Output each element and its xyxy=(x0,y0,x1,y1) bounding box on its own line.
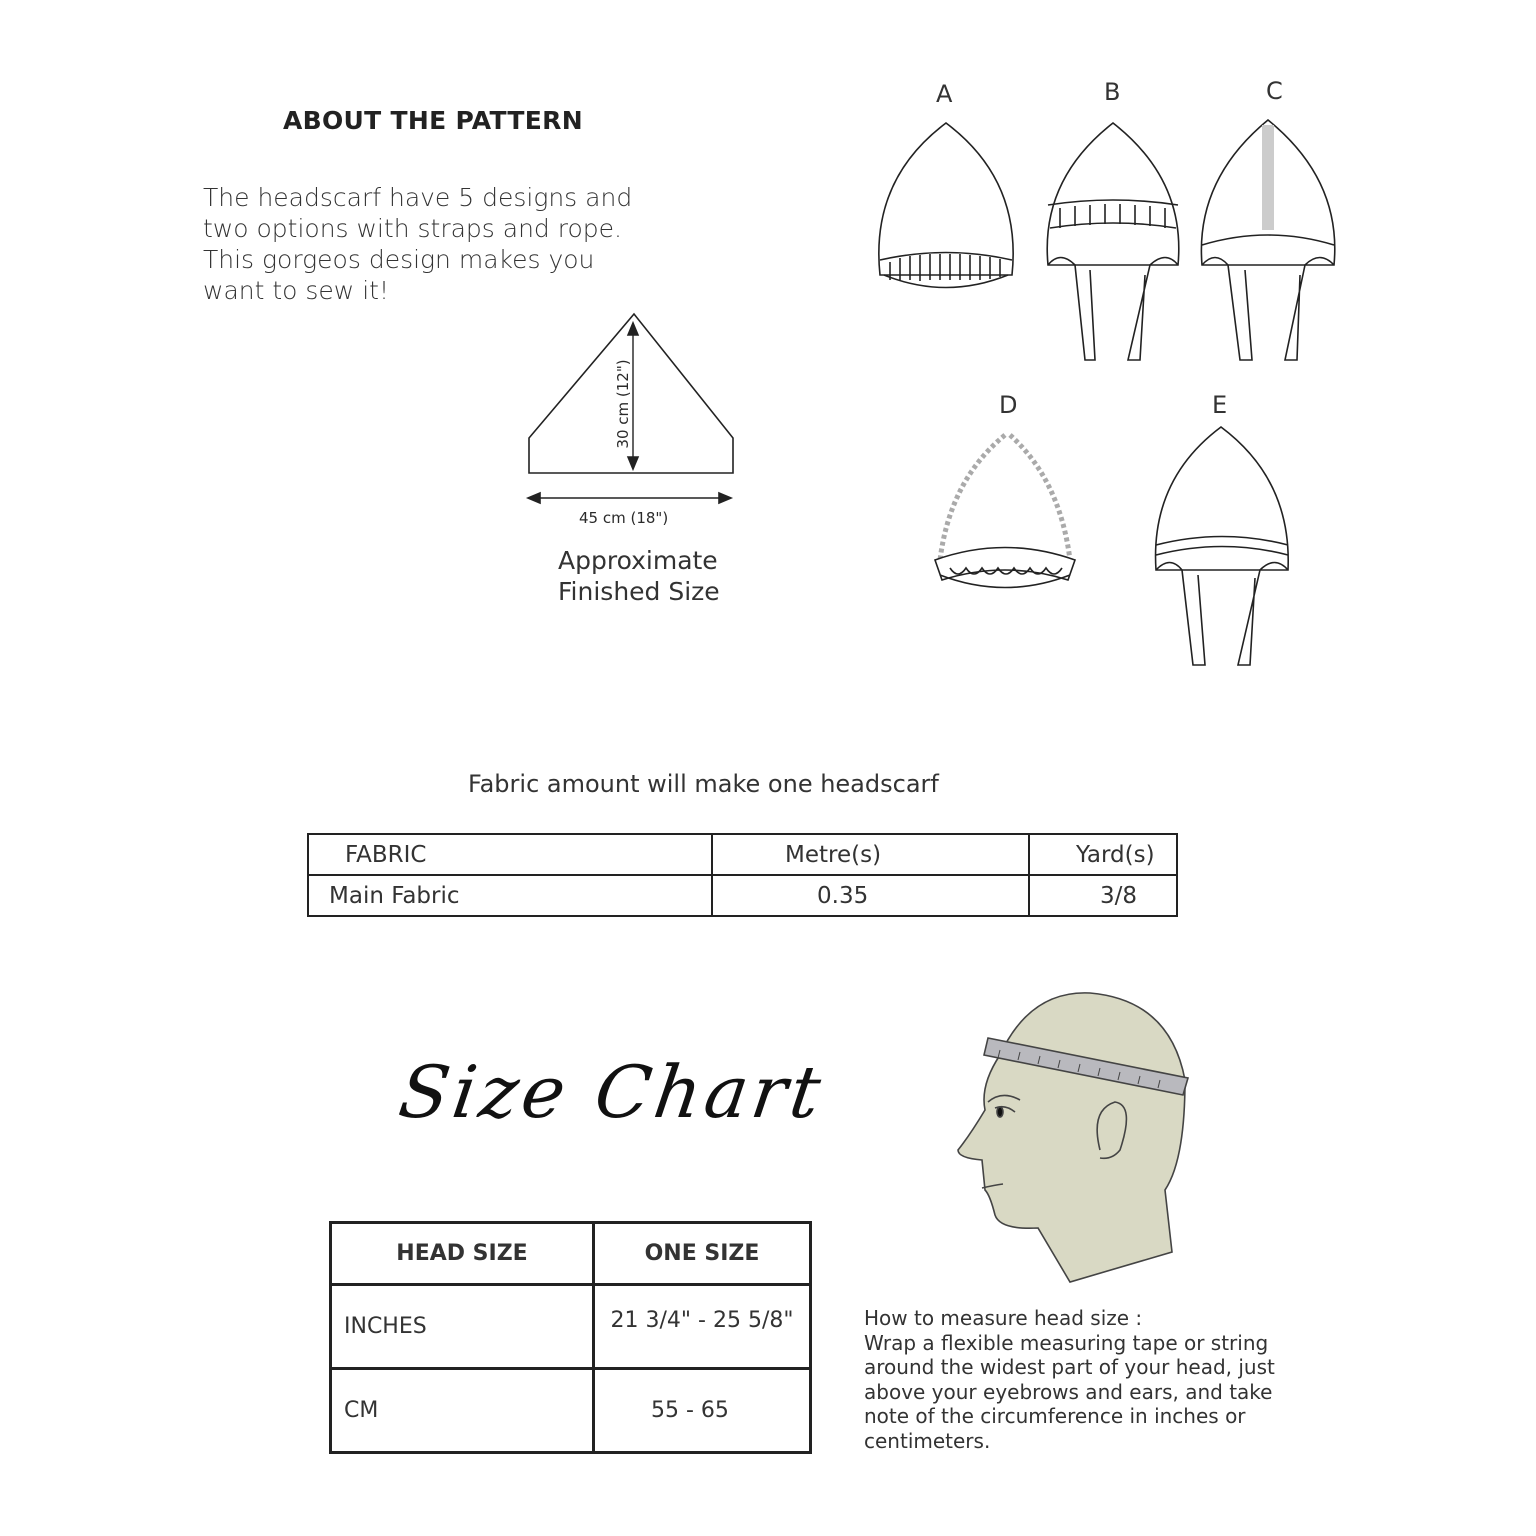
hat-c-illustration xyxy=(1201,120,1334,360)
header-head-size: HEAD SIZE xyxy=(331,1223,594,1285)
height-dimension-label: 30 cm (12") xyxy=(614,359,632,449)
about-title: ABOUT THE PATTERN xyxy=(283,106,583,135)
design-illustrations xyxy=(0,0,1536,700)
design-label-e: E xyxy=(1212,391,1228,419)
cell-unit: INCHES xyxy=(331,1285,594,1369)
design-label-b: B xyxy=(1104,78,1121,106)
cell-value: 21 3/4" - 25 5/8" xyxy=(594,1285,811,1369)
hat-e-illustration xyxy=(1156,427,1289,665)
cell-unit: CM xyxy=(331,1369,594,1453)
measure-title: How to measure head size : xyxy=(864,1306,1143,1330)
header-yards: Yard(s) xyxy=(1029,834,1177,875)
diagram-caption xyxy=(558,545,720,607)
width-dimension-label: 45 cm (18") xyxy=(579,509,669,527)
caption-line-1: Approximate xyxy=(558,546,718,575)
header-one-size: ONE SIZE xyxy=(594,1223,811,1285)
fabric-table xyxy=(307,833,1178,917)
hat-d-illustration xyxy=(935,435,1075,588)
cell-metres: 0.35 xyxy=(712,875,1029,916)
table-header-row xyxy=(308,834,1177,875)
size-chart-title: Size Chart xyxy=(394,1050,830,1134)
cell-yards: 3/8 xyxy=(1029,875,1177,916)
header-metres: Metre(s) xyxy=(712,834,1029,875)
header-fabric: FABRIC xyxy=(308,834,712,875)
table-row xyxy=(308,875,1177,916)
size-chart-table xyxy=(329,1221,812,1454)
cell-fabric: Main Fabric xyxy=(308,875,712,916)
design-label-a: A xyxy=(936,80,953,108)
head-measurement-illustration xyxy=(940,990,1200,1290)
measure-instructions xyxy=(864,1306,1284,1453)
fabric-note: Fabric amount will make one headscarf xyxy=(468,770,939,798)
table-header-row xyxy=(331,1223,811,1285)
table-row xyxy=(331,1285,811,1369)
about-text: The headscarf have 5 designs and two options with straps and rope. This gorgeos design makes you want to sew it! xyxy=(203,183,633,305)
hat-b-illustration xyxy=(1047,123,1179,360)
measure-text: Wrap a flexible measuring tape or string around the widest part of your head, just above your eyebrows and ears, and take note of the circumference in inches or centimeters. xyxy=(864,1330,1275,1453)
cell-value: 55 - 65 xyxy=(594,1369,811,1453)
hat-a-illustration xyxy=(879,123,1013,288)
design-label-c: C xyxy=(1266,77,1283,105)
table-row xyxy=(331,1369,811,1453)
caption-line-2: Finished Size xyxy=(558,577,720,606)
design-label-d: D xyxy=(999,391,1018,419)
